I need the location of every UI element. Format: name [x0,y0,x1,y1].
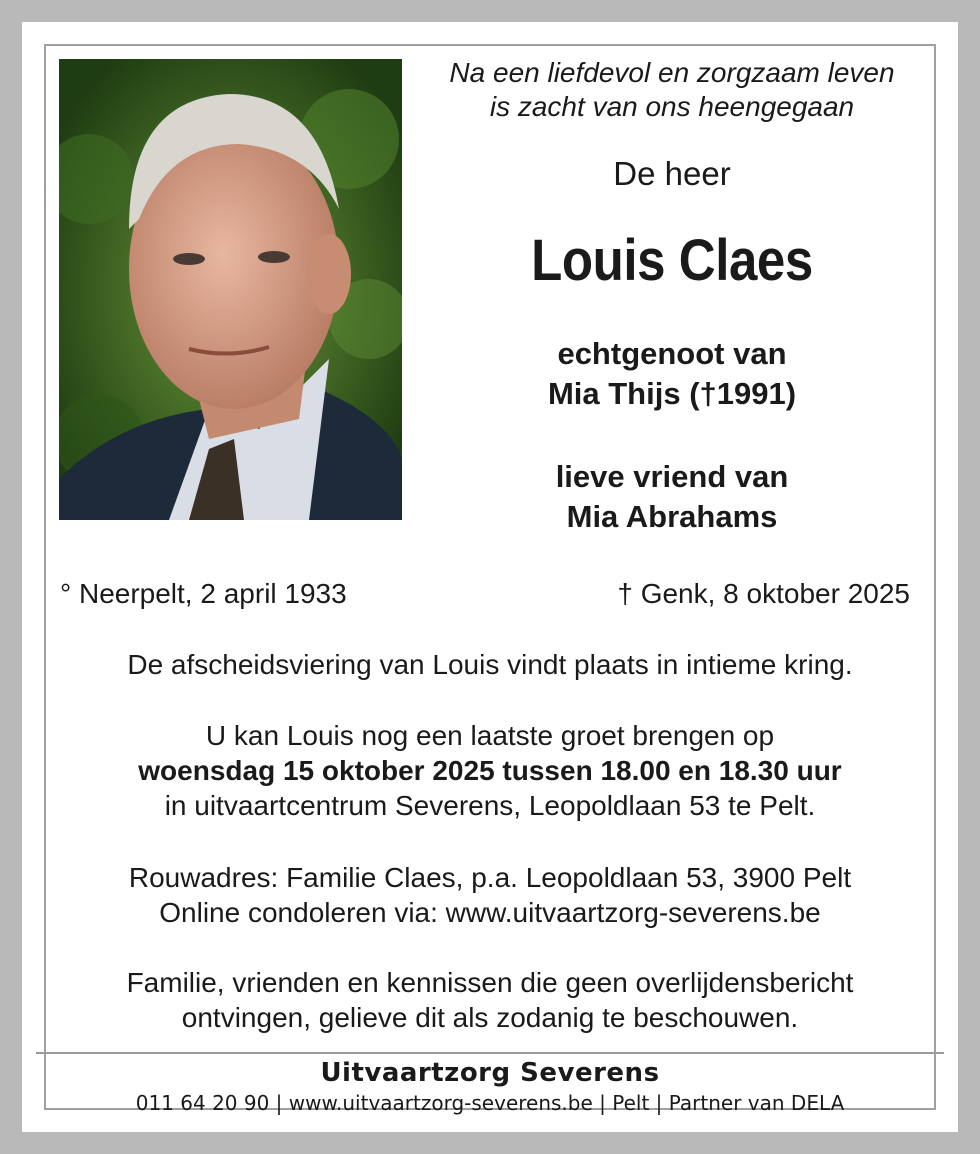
relation-spouse-label: echtgenoot van [557,336,787,371]
ceremony-text: De afscheidsviering van Louis vindt plaats in intieme kring. [127,649,853,680]
footer-divider [36,1052,944,1054]
honorific: De heer [613,155,731,192]
mourning-address: Rouwadres: Familie Claes, p.a. Leopoldlaan 53, 3900 Pelt [128,862,852,893]
online-condolence[interactable]: Online condoleren via: www.uitvaartzorg-severens.be [159,897,821,928]
relation-friend [410,457,934,537]
death-info: † Genk, 8 oktober 2025 [617,578,910,609]
relation-spouse [410,334,934,414]
visitation-location: in uitvaartcentrum Severens, Leopoldlaan 53 te Pelt. [164,790,816,821]
funeral-company-name: Uitvaartzorg Severens [320,1058,660,1088]
notice-line-1: Familie, vrienden en kennissen die geen overlijdensbericht [126,967,854,998]
footer-contact-line [36,1090,944,1116]
relation-spouse-person: Mia Thijs (†1991) [547,376,797,411]
footer-location: Pelt [612,1091,650,1115]
footer-separator: | [269,1091,289,1115]
visitation-datetime: woensdag 15 oktober 2025 tussen 18.00 en 18.30 uur [138,755,842,786]
relation-friend-label: lieve vriend van [555,459,789,494]
footer-separator: | [649,1091,669,1115]
intro-text [410,56,934,124]
deceased-name: Louis Claes [531,228,813,293]
visitation-line-1: U kan Louis nog een laatste groet brengen op [205,720,775,751]
intro-line-1: Na een liefdevol en zorgzaam leven [449,57,895,88]
footer-phone[interactable]: 011 64 20 90 [135,1091,270,1115]
intro-line-2: is zacht van ons heengegaan [489,91,855,122]
footer-website[interactable]: www.uitvaartzorg-severens.be [288,1091,593,1115]
footer-separator: | [592,1091,613,1115]
birth-info: ° Neerpelt, 2 april 1933 [60,578,347,609]
notice-line-2: ontvingen, gelieve dit als zodanig te beschouwen. [181,1002,799,1033]
portrait-photo [59,59,402,520]
portrait-illustration [59,59,402,520]
address-block [40,860,940,930]
visitation-block [40,718,940,823]
notice-block [40,965,940,1035]
relation-friend-person: Mia Abrahams [566,499,778,534]
footer-partner: Partner van DELA [668,1091,845,1115]
